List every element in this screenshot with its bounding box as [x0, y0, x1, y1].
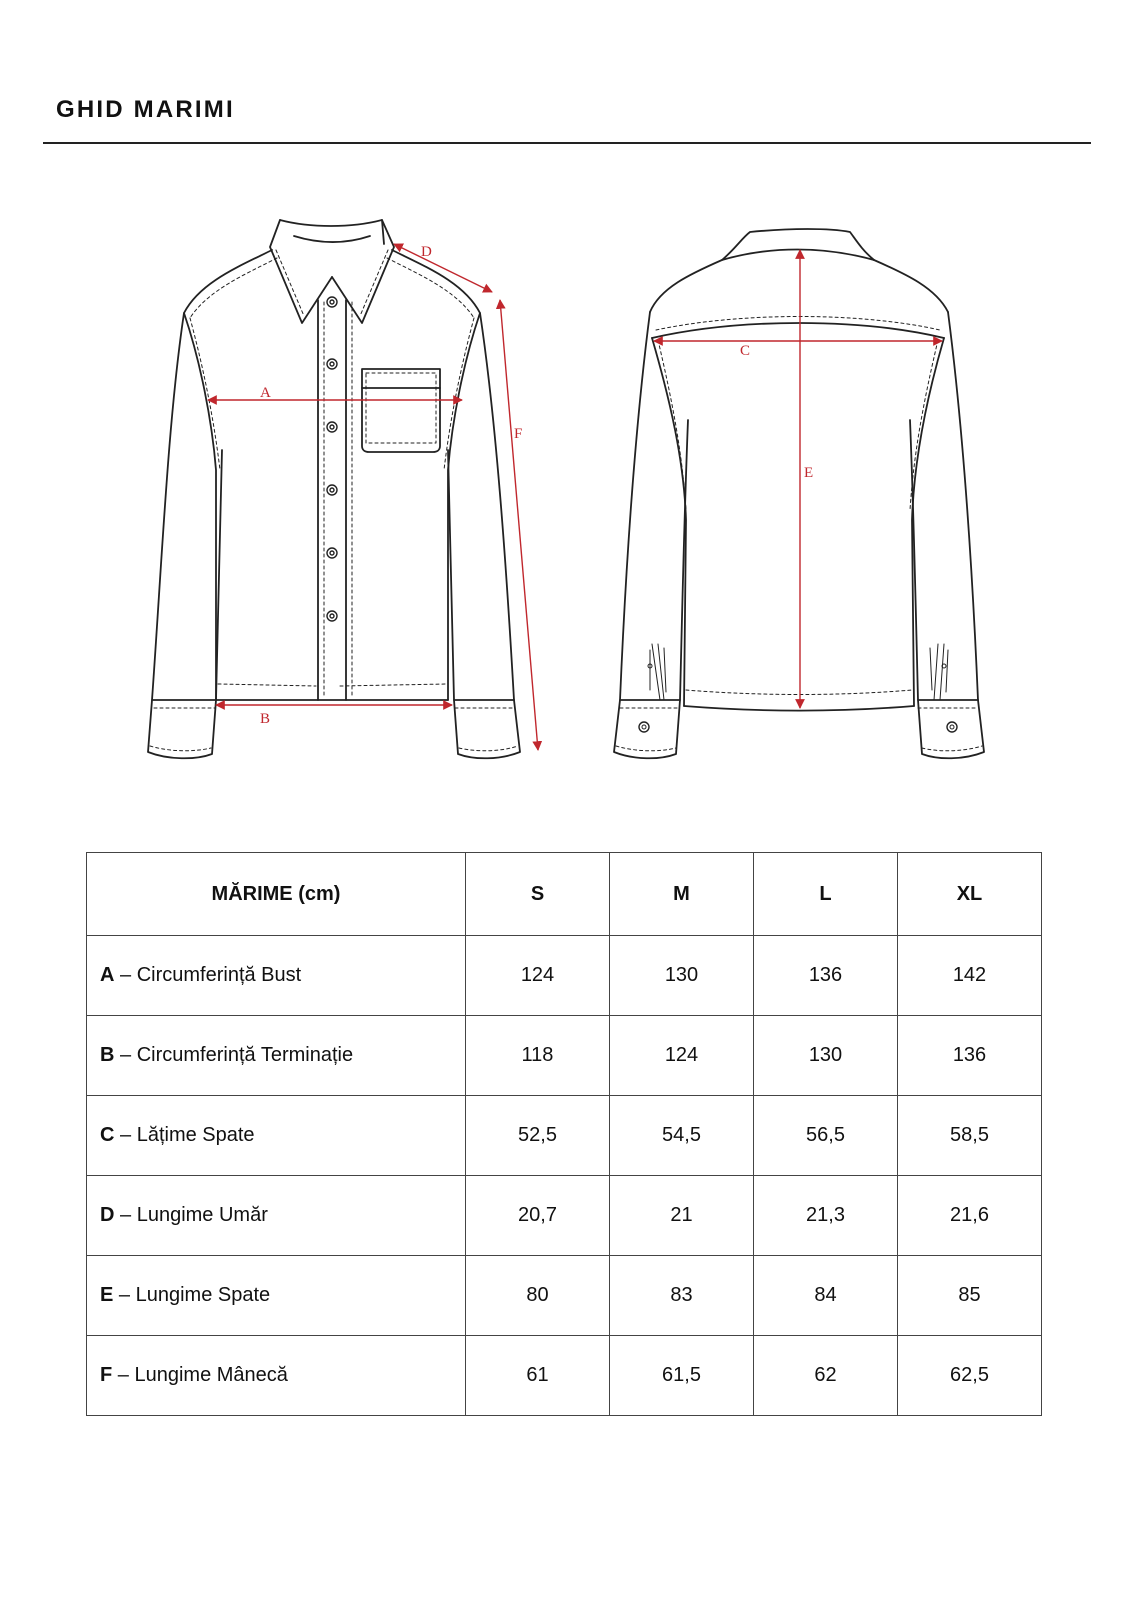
size-header-l: L: [754, 853, 898, 936]
size-chart-table: [86, 852, 1042, 1416]
table-cell: 118: [466, 1016, 610, 1096]
separator: –: [114, 964, 137, 986]
table-cell: 56,5: [754, 1096, 898, 1176]
size-header-m: M: [610, 853, 754, 936]
table-cell: 85: [898, 1256, 1042, 1336]
table-cell: 21: [610, 1176, 754, 1256]
measurement-label: Lungime Umăr: [136, 1204, 268, 1226]
measurement-name: [87, 1336, 466, 1416]
table-cell: 84: [754, 1256, 898, 1336]
table-row: [87, 1096, 1042, 1176]
table-cell: 61: [466, 1336, 610, 1416]
table-cell: 136: [898, 1016, 1042, 1096]
measure-label-c: C: [740, 343, 751, 359]
separator: –: [112, 1364, 135, 1386]
table-row: [87, 1016, 1042, 1096]
table-cell: 136: [754, 936, 898, 1016]
measurement-label: Circumferință Bust: [136, 964, 302, 986]
table-cell: 58,5: [898, 1096, 1042, 1176]
separator: –: [114, 1044, 137, 1066]
front-measurements: [208, 244, 538, 750]
table-header-row: [87, 853, 1042, 936]
measurement-label: Lungime Mânecă: [134, 1364, 288, 1386]
measurement-code: D: [100, 1204, 115, 1226]
table-cell: 54,5: [610, 1096, 754, 1176]
table-cell: 61,5: [610, 1336, 754, 1416]
size-header-s: S: [466, 853, 610, 936]
measurement-name: [87, 1256, 466, 1336]
measurement-code: E: [100, 1284, 114, 1306]
table-cell: 20,7: [466, 1176, 610, 1256]
separator: –: [114, 1124, 137, 1146]
table-cell: 62: [754, 1336, 898, 1416]
table-cell: 130: [754, 1016, 898, 1096]
separator: –: [113, 1284, 136, 1306]
table-cell: 80: [466, 1256, 610, 1336]
table-cell: 142: [898, 936, 1042, 1016]
measurement-code: C: [100, 1124, 115, 1146]
measure-label-e: E: [804, 465, 814, 481]
shirt-front-drawing: [148, 220, 523, 758]
measurement-code: B: [100, 1044, 115, 1066]
measurement-name: [87, 1016, 466, 1096]
measure-label-b: B: [260, 711, 271, 727]
shirt-back-drawing: [614, 229, 984, 758]
measure-label-d: D: [421, 244, 432, 260]
measure-label-f: F: [514, 426, 523, 442]
table-cell: 130: [610, 936, 754, 1016]
table-cell: 62,5: [898, 1336, 1042, 1416]
table-row: [87, 936, 1042, 1016]
measurement-code: F: [100, 1364, 113, 1386]
table-cell: 21,6: [898, 1176, 1042, 1256]
back-measurements: [654, 250, 942, 708]
page-title: GHID MARIMI: [56, 96, 235, 123]
table-row: [87, 1336, 1042, 1416]
size-header-label: MĂRIME (cm): [87, 853, 466, 936]
measure-label-a: A: [260, 385, 271, 401]
shirt-illustration: [0, 190, 1131, 790]
measurement-label: Circumferință Terminație: [136, 1044, 354, 1066]
table-cell: 124: [610, 1016, 754, 1096]
back-measure-labels: [740, 343, 813, 481]
table-row: [87, 1256, 1042, 1336]
measurement-name: [87, 1096, 466, 1176]
measurement-name: [87, 936, 466, 1016]
measurement-name: [87, 1176, 466, 1256]
table-cell: 52,5: [466, 1096, 610, 1176]
title-divider: [43, 142, 1091, 144]
separator: –: [114, 1204, 137, 1226]
size-header-xl: XL: [898, 853, 1042, 936]
table-cell: 83: [610, 1256, 754, 1336]
measurement-label: Lungime Spate: [135, 1284, 271, 1306]
measurement-label: Lățime Spate: [136, 1124, 255, 1146]
table-row: [87, 1176, 1042, 1256]
table-cell: 21,3: [754, 1176, 898, 1256]
measurement-code: A: [100, 964, 115, 986]
table-cell: 124: [466, 936, 610, 1016]
